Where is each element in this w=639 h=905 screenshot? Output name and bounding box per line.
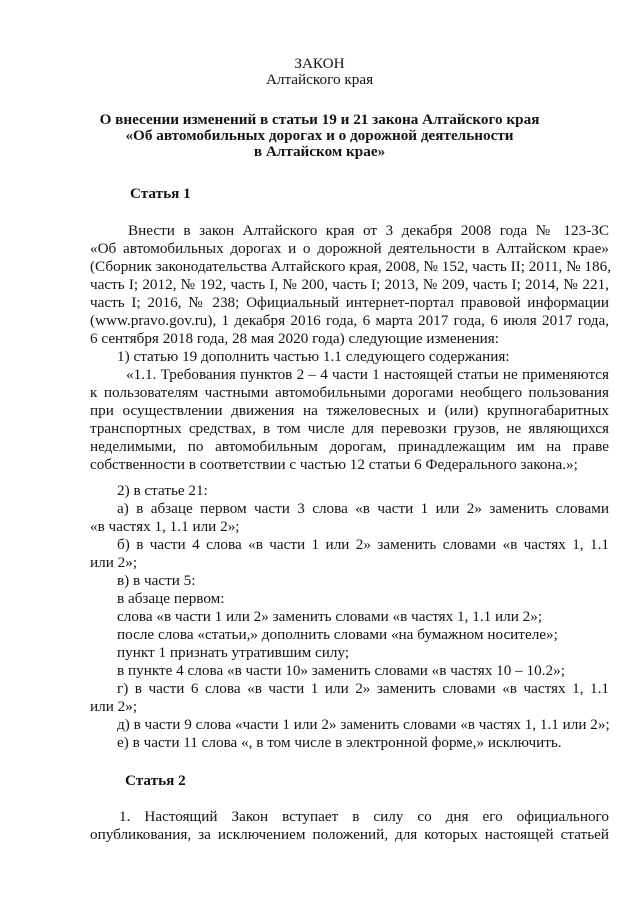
paragraph-line: е) в части 11 слова «, в том числе в электронной форме,» исключить. xyxy=(117,734,562,751)
doc-region: Алтайского края xyxy=(265,71,374,88)
paragraph-line: (Сборник законодательства Алтайского края, 2008, № 152, часть II; 2011, № 186, xyxy=(90,258,612,275)
paragraph-line: опубликования, за исключением положений, для которых настоящей статьей xyxy=(90,826,609,843)
paragraph-line: пункт 1 признать утратившим силу; xyxy=(117,644,350,661)
paragraph-line: после слова «статьи,» дополнить словами «на бумажном носителе»; xyxy=(117,626,558,643)
paragraph-line: в абзаце первом: xyxy=(117,590,225,607)
paragraph-line: при осуществлении движения на тяжеловесных и (или) крупногабаритных xyxy=(90,402,609,419)
paragraph-line: (www.pravo.gov.ru), 1 декабря 2016 года, 6 марта 2017 года, 6 июля 2017 года, xyxy=(90,312,609,329)
doc-title-line: в Алтайском крае» xyxy=(253,143,386,160)
paragraph-line: б) в части 4 слова «в части 1 или 2» заменить словами «в частях 1, 1.1 xyxy=(117,536,609,553)
article-heading: Статья 1 xyxy=(130,185,191,202)
paragraph-line: «1.1. Требования пунктов 2 – 4 части 1 настоящей статьи не применяются xyxy=(126,366,609,383)
paragraph-line: г) в части 6 слова «в части 1 или 2» заменить словами «в частях 1, 1.1 xyxy=(117,680,609,697)
doc-type: ЗАКОН xyxy=(294,55,345,72)
paragraph-line: 1. Настоящий Закон вступает в силу со дня его официального xyxy=(119,808,609,825)
paragraph-line: собственности в соответствии с частью 12 статьи 6 Федерального закона.»; xyxy=(90,456,578,473)
paragraph-line: часть I; 2012, № 192, часть I, № 200, часть I; 2013, № 209, часть I; 2014, № 221, xyxy=(90,276,609,293)
doc-title-line: О внесении изменений в статьи 19 и 21 закона Алтайского края xyxy=(99,111,540,128)
paragraph-line: в пункте 4 слова «в части 10» заменить словами «в частях 10 – 10.2»; xyxy=(117,662,565,679)
paragraph-line: «Об автомобильных дорогах и о дорожной деятельности в Алтайском крае» xyxy=(90,240,609,257)
paragraph-line: или 2»; xyxy=(90,698,138,715)
paragraph-line: 1) статью 19 дополнить частью 1.1 следующего содержания: xyxy=(117,348,510,365)
paragraph-line: 2) в статье 21: xyxy=(117,482,208,499)
paragraph-line: неделимыми, по автомобильным дорогам, принадлежащим им на праве xyxy=(90,438,609,455)
paragraph-line: а) в абзаце первом части 3 слова «в части 1 или 2» заменить словами xyxy=(117,500,609,517)
paragraph-line: Внести в закон Алтайского края от 3 декабря 2008 года № 123-ЗС xyxy=(128,222,609,239)
paragraph-line: в) в части 5: xyxy=(117,572,196,589)
paragraph-line: «в частях 1, 1.1 или 2»; xyxy=(90,518,240,535)
paragraph-line: д) в части 9 слова «части 1 или 2» заменить словами «в частях 1, 1.1 или 2»; xyxy=(117,716,610,733)
paragraph-line: или 2»; xyxy=(90,554,138,571)
paragraph-line: слова «в части 1 или 2» заменить словами «в частях 1, 1.1 или 2»; xyxy=(117,608,543,625)
paragraph-line: часть I; 2016, № 238; Официальный интернет-портал правовой информации xyxy=(90,294,609,311)
paragraph-line: транспортных средствах, в том числе для перевозки грузов, не являющихся xyxy=(90,420,609,437)
doc-title-line: «Об автомобильных дорогах и о дорожной деятельности xyxy=(125,127,514,144)
paragraph-line: 6 сентября 2018 года, 28 мая 2020 года) следующие изменения: xyxy=(90,330,499,347)
article-heading: Статья 2 xyxy=(125,772,186,789)
paragraph-line: к пользователям частными автомобильными дорогами необщего пользования xyxy=(90,384,609,401)
